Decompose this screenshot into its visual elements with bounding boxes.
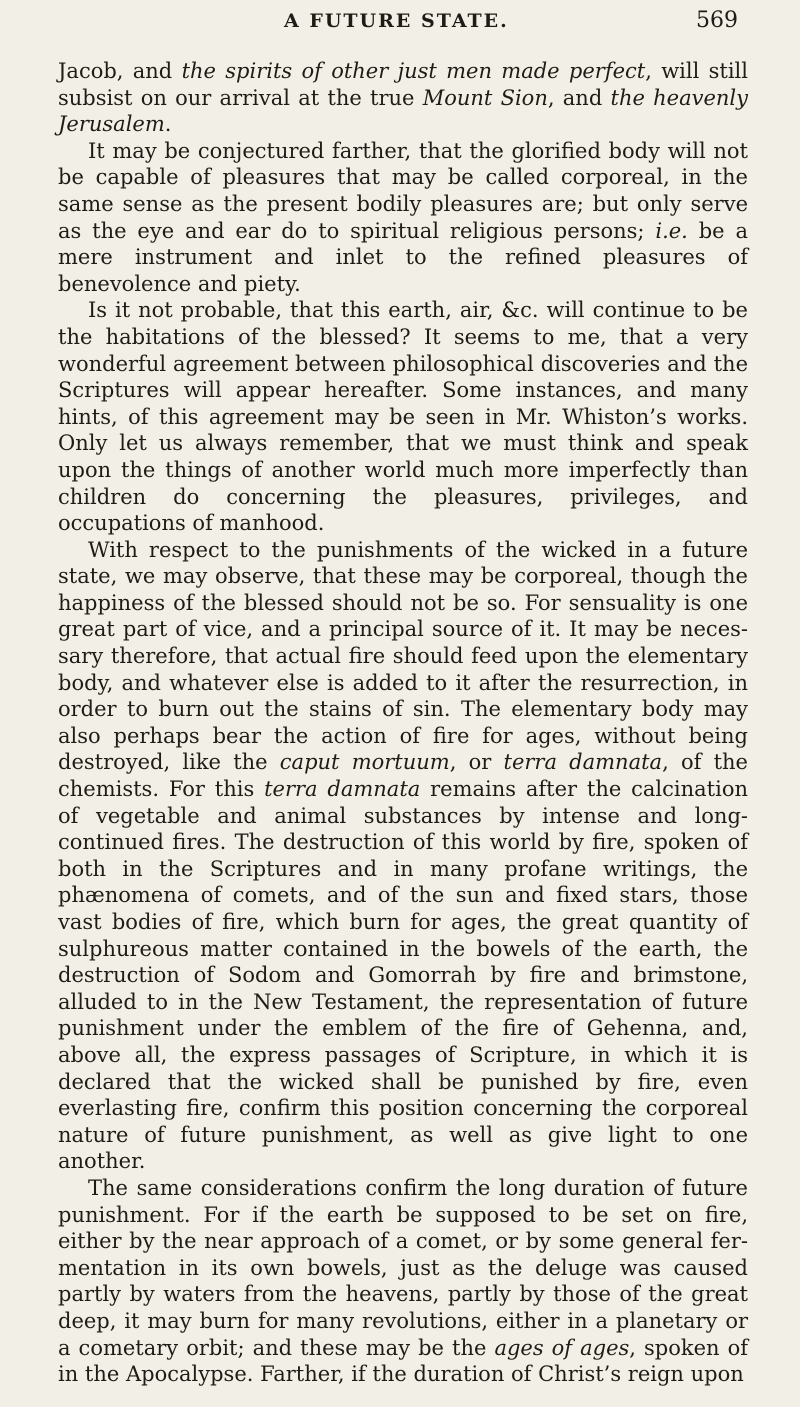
paragraph-3 [58, 297, 748, 536]
italic-run: ages of ages [494, 1335, 630, 1360]
running-head [58, 8, 748, 58]
text-run: With respect to the punishments of the wicked in a future state, we may observe, that these may be corporeal, though the happiness of the blessed should not be so. For sensuality is one great part of vice, and a principal source of it. It may be neces-sary therefore, that actual fire should feed upon the elementary body, and whatever else is added to it after the resurrection, in order to burn out the stains of sin. The elementary body may also perhaps bear the action of fire for ages, without being destroyed, like the [58, 537, 748, 775]
text-run: It may be conjectured farther, that the glorified body will not be capable of pleasures that may be called corporeal, in the same sense as the present bodily pleasures are; but only serve as the eye and ear do to spiritual religious persons; [58, 138, 748, 243]
text-run: , or [449, 750, 504, 775]
text-run: . [164, 112, 172, 137]
page-number: 569 [696, 8, 738, 33]
italic-run: caput mortuum [279, 750, 450, 775]
paragraph-5 [58, 1175, 748, 1388]
text-run: be a mere instrument and inlet to the refined pleasures of benevolence and piety. [58, 218, 748, 296]
italic-run: terra damnata [503, 750, 663, 775]
text-run: The same considerations confirm the long duration of future punishment. For if the earth be supposed to be set on fire, either by the near approach of a comet, or by some general fer-mentation in its own bowels, just as the deluge was caused partly by waters from the heavens, partly by those of the great deep, it may burn for many revolutions, either in a planetary or a cometary orbit; and these may be the [58, 1175, 748, 1360]
paragraph-1 [58, 58, 748, 138]
italic-run: Mount Sion [422, 85, 548, 110]
paragraph-2 [58, 138, 748, 298]
body-text [58, 58, 748, 1388]
text-run: Jacob, and [58, 59, 182, 83]
text-run: Is it not probable, that this earth, air, &c. will continue to be the habitations of the blessed? It seems to me, that a very wonderful agreement between philosophical discoveries and the Scriptures will appear hereafter. Some instances, and many hints, of this agreement may be seen in Mr. Whiston’s works. Only let us always remember, that we must think and speak upon the things of another world much more imperfectly than children do concerning the pleasures, privileges, and occupations of manhood. [58, 298, 748, 536]
text-run: , spoken of in the Apocalypse. Farther, if the duration of Christ’s reign upon [58, 1335, 749, 1387]
text-run: , will still subsist on our arrival at the true [58, 59, 748, 110]
text-run: remains after the calcination of vegetable and animal substances by intense and long-continued fires. The destruction of this world by fire, spoken of both in the Scriptures and in many profane writings, the phænomena of comets, and of the sun and fixed stars, those vast bodies of fire, which burn for ages, the great quantity of sulphureous matter contained in the bowels of the earth, the destruction of Sodom and Gomorrah by fire and brimstone, alluded to in the New Testament, the representation of future punishment under the emblem of the fire of Gehenna, and, above all, the express passages of Scripture, in which it is declared that the wicked shall be punished by fire, even everlasting fire, confirm this position concerning the corporeal nature of future punishment, as well as give light to one another. [58, 777, 748, 1174]
italic-run: the heavenly Jerusalem [58, 85, 749, 137]
running-head-title: A FUTURE STATE. [284, 10, 509, 32]
italic-run: i.e. [655, 218, 688, 243]
italic-run: terra damnata [264, 777, 421, 802]
paragraph-4 [58, 537, 748, 1175]
italic-run: the spirits of other just men made perfect [181, 59, 646, 83]
text-run: , of the chemists. For this [58, 750, 748, 802]
text-run: , and [547, 85, 611, 110]
